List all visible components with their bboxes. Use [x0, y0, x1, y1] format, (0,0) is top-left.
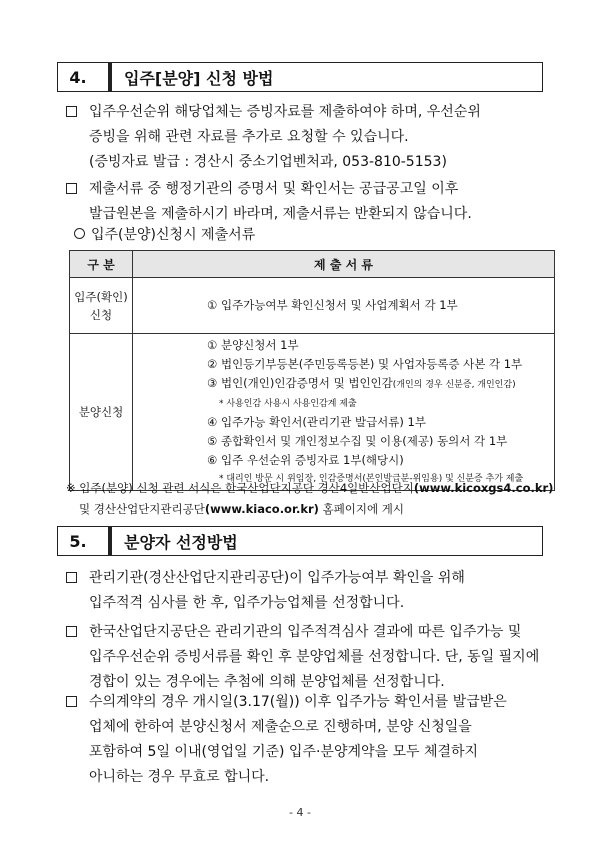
section-4-number: 4. [57, 62, 98, 92]
table-cell-documents: ① 입주가능여부 확인신청서 및 사업계획서 각 1부 [133, 278, 555, 334]
table-row [70, 334, 555, 491]
table-row [70, 278, 555, 334]
submission-documents-table [69, 250, 555, 491]
checkbox-square-icon [66, 696, 77, 707]
table-header-category: 구 분 [70, 251, 133, 278]
section-5-title: 분양자 선정방법 [108, 526, 543, 556]
section-4-paragraph-2: 제출서류 중 행정기관의 증명서 및 확인서는 공급공고일 이후 발급원본을 제출하시기 바라며, 제출서류는 반환되지 않습니다. [66, 177, 552, 227]
checkbox-square-icon [66, 572, 77, 583]
section-5-paragraph-2: 한국산업단지공단은 관리기관의 입주적격심사 결과에 따른 입주가능 및 입주우선순위 증빙서류를 확인 후 분양업체를 선정합니다. 단, 동일 필지에 경합이 있는 경우에는 추첨에 의해 분양업체를 선정합니다. [66, 620, 552, 695]
section-5-number: 5. [57, 526, 98, 556]
table-cell-documents: ① 분양신청서 1부 ② 법인등기부등본(주민등록등본) 및 사업자등록증 사본 각 1부 ③ 법인(개인)인감증명서 및 법인인감(개인의 경우 신분증, 개인인감) * 사용인감 사용시 사용인감계 제출 ④ 입주가능 확인서(관리기관 발급서류) 1부 ⑤ 종합확인서 및 개인정보수집 및 이용(제공) 동의서 각 1부 ⑥ 입주 우선순위 증빙자료 1부(해당시) * 대리인 방문 시 위임장, 인감증명서(본인발급분-위임용) 및 신분증 추가 제출 [133, 334, 555, 491]
checkbox-square-icon [66, 106, 77, 117]
circle-bullet-icon [74, 228, 85, 239]
section-5-header [57, 526, 543, 556]
kicox-link[interactable]: (www.kicoxgs4.co.kr) [413, 481, 554, 495]
table-cell-category: 입주(확인) 신청 [70, 278, 133, 334]
checkbox-square-icon [66, 183, 77, 194]
section-4-header [57, 62, 543, 92]
section-4-title: 입주[분양] 신청 방법 [108, 62, 543, 92]
section-5-paragraph-1: 관리기관(경산산업단지관리공단)이 입주가능여부 확인을 위해 입주적격 심사를 한 후, 입주가능업체를 선정합니다. [66, 566, 552, 616]
table-cell-category: 분양신청 [70, 334, 133, 491]
page-number: - 4 - [289, 806, 311, 819]
section-5-paragraph-3: 수의계약의 경우 개시일(3.17(월)) 이후 입주가능 확인서를 발급받은 업체에 한하여 분양신청서 제출순으로 진행하며, 분양 신청일을 포함하여 5일 이내(영업일 기준) 입주·분양계약을 모두 체결하지 아니하는 경우 무효로 합니다. [66, 690, 552, 790]
table-header-documents: 제 출 서 류 [133, 251, 555, 278]
kiaco-link[interactable]: (www.kiaco.or.kr) [204, 502, 319, 516]
submission-docs-subheading: 입주(분양)신청시 제출서류 [74, 224, 255, 244]
checkbox-square-icon [66, 626, 77, 637]
forms-notice: ※ 입주(분양) 신청 관련 서식은 한국산업단지공단 경산4일반산업단지(www.kicoxgs4.co.kr) 및 경산산업단지관리공단(www.kiaco.or.kr) 홈페이지에 게시 [66, 481, 554, 516]
section-4-paragraph-1: 입주우선순위 해당업체는 증빙자료를 제출하여야 하며, 우선순위 증빙을 위해 관련 자료를 추가로 요청할 수 있습니다. (증빙자료 발급 : 경산시 중소기업벤처과, 053-810-5153) [66, 100, 552, 175]
